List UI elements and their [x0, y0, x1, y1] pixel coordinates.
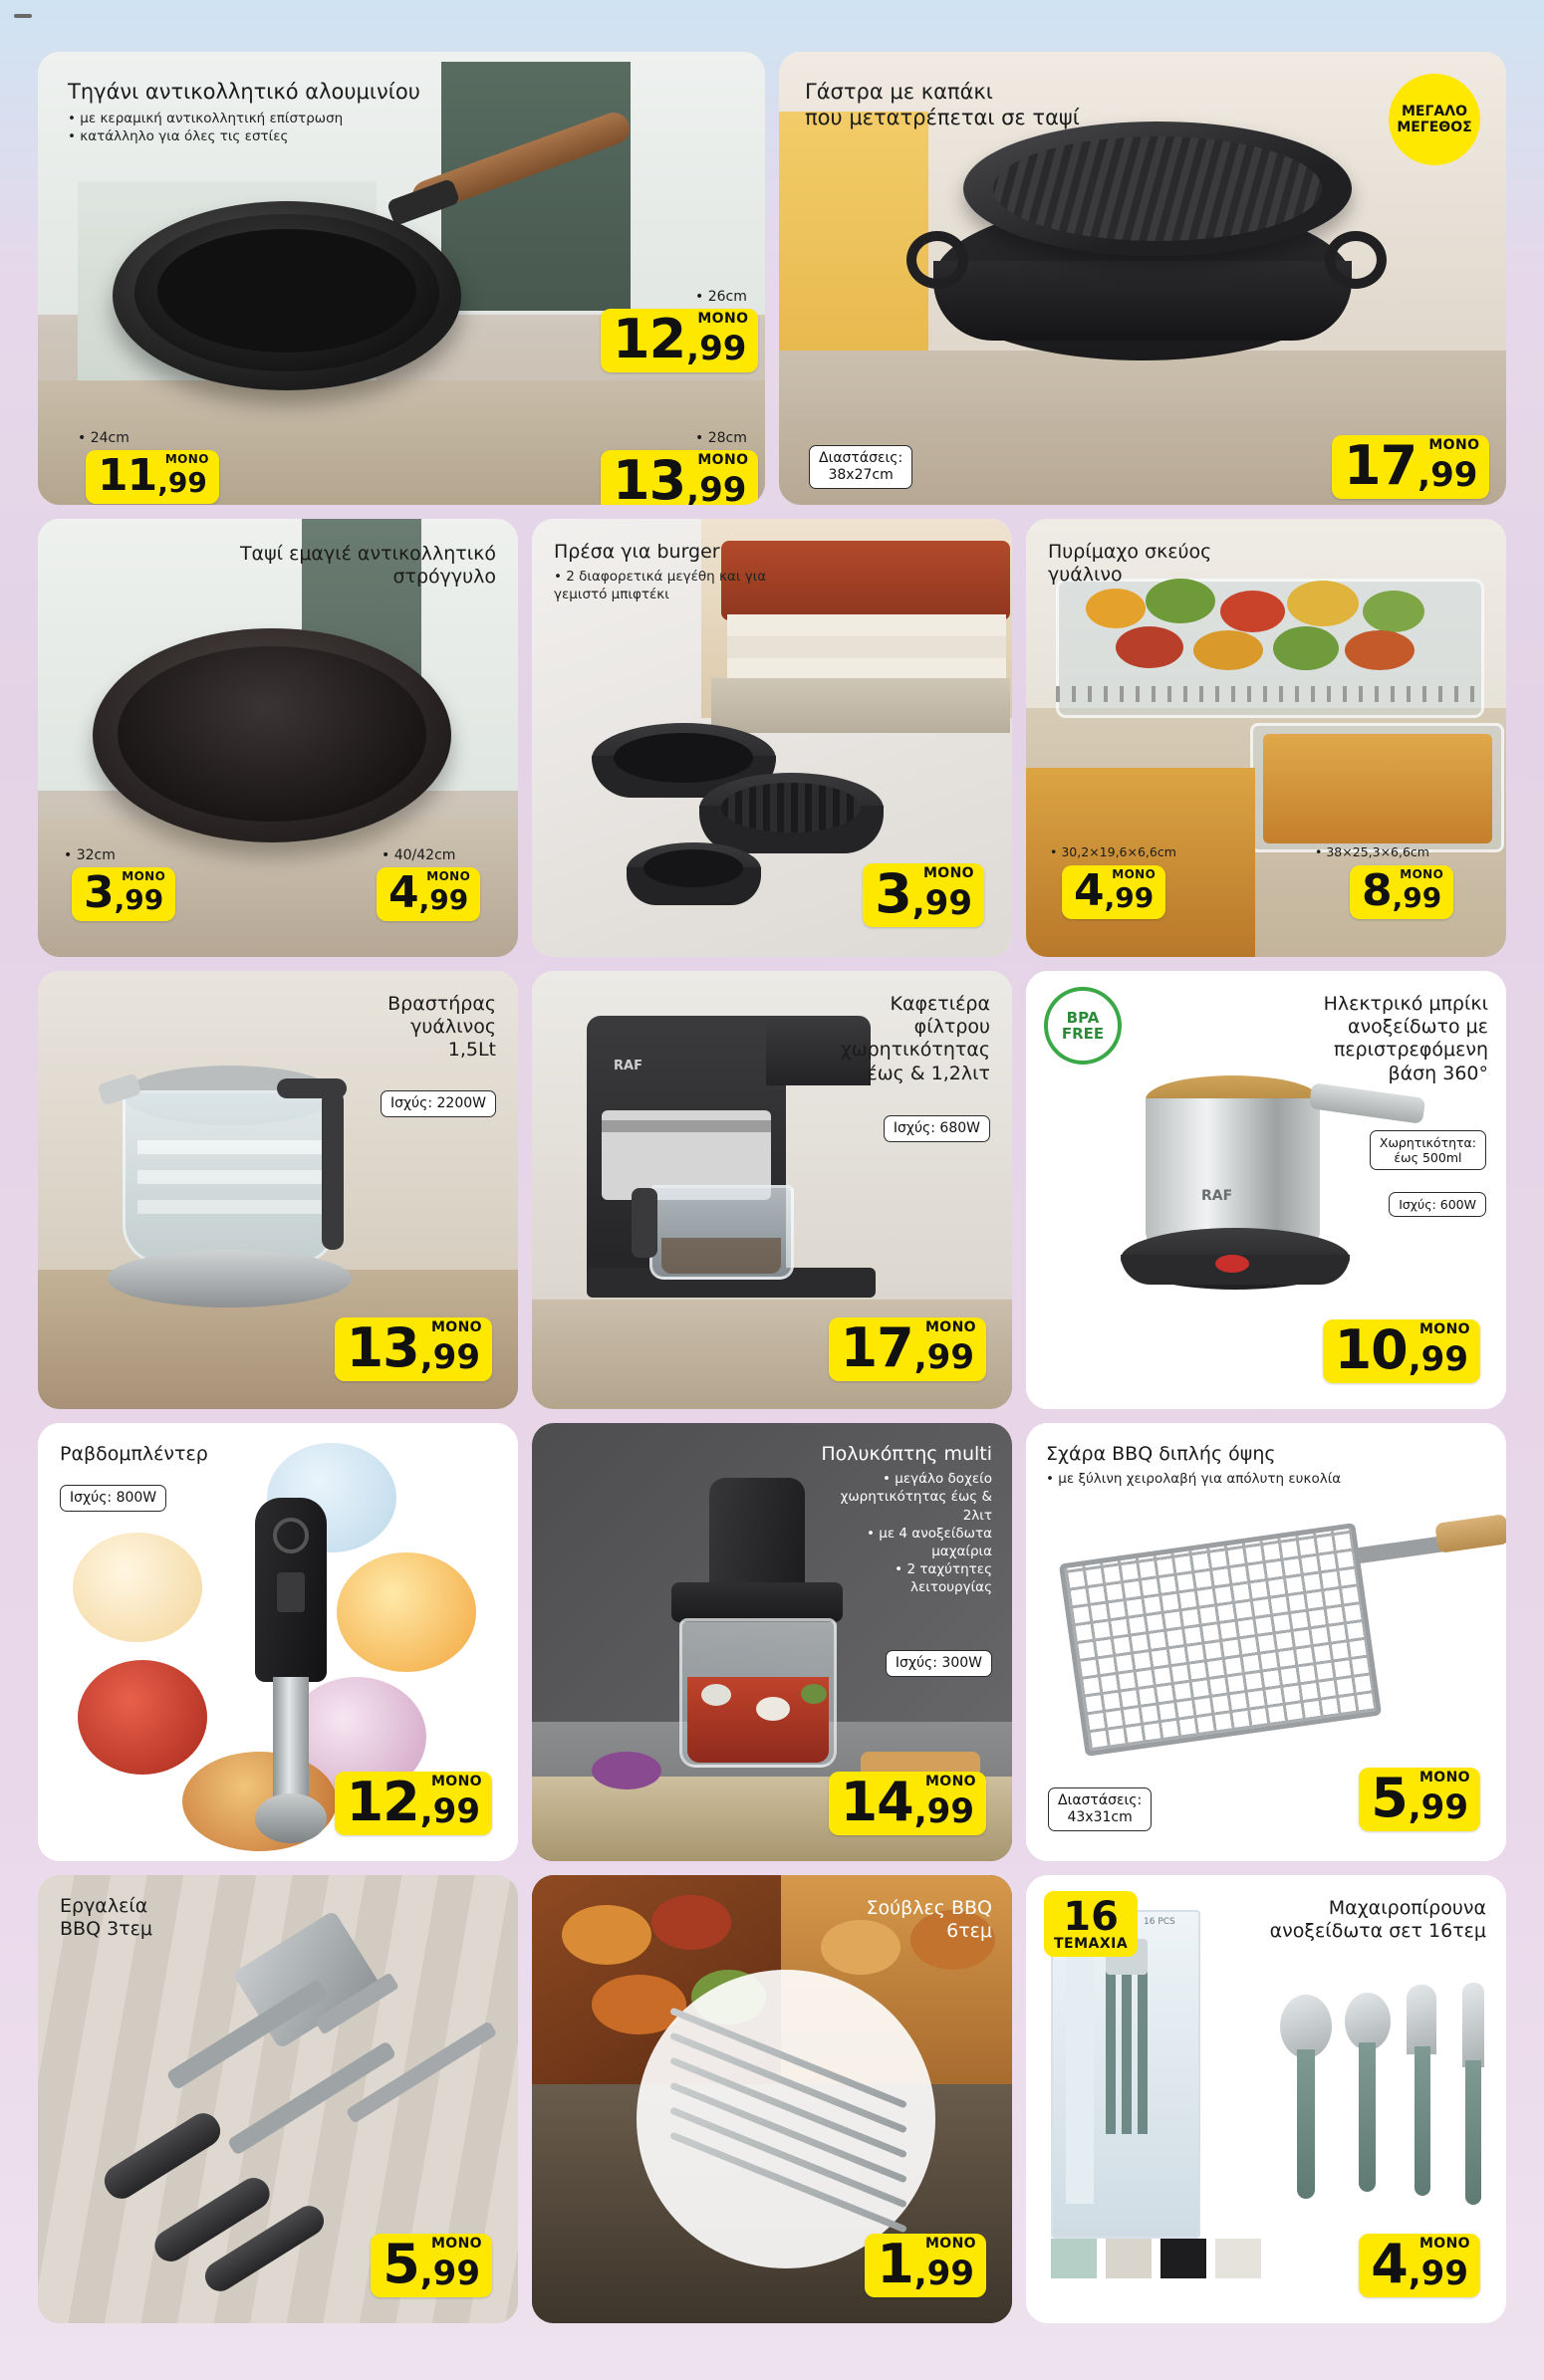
coffee-maker-title-line2: φίλτρου — [913, 1016, 990, 1039]
glass-ovenware-price-1: MONO 4 ,99 — [1062, 865, 1165, 919]
product-card-electric-briki[interactable] — [1026, 971, 1506, 1409]
bbq-grill-basket-dimensions-spec: Διαστάσεις: 43x31cm — [1048, 1787, 1152, 1831]
frying-pan-size-24: • 24cm — [78, 430, 129, 446]
burger-press-title: Πρέσα για burger — [554, 541, 720, 563]
bbq-skewers-price: MONO 1 ,99 — [865, 2234, 986, 2297]
kettle-title-line3: 1,5Lt — [447, 1039, 496, 1062]
frying-pan-size-28: • 28cm — [695, 430, 747, 446]
glass-ovenware-size-2: • 38×25,3×6,6cm — [1315, 844, 1429, 859]
multi-chopper-bullets: • μεγάλο δοχείο χωρητικότητας έως & 2λιτ • με 4 ανοξείδωτα μαχαίρια • 2 ταχύτητες λειτουργίας — [833, 1470, 992, 1597]
kettle-title-line1: Βραστήρας — [387, 993, 496, 1015]
product-card-cutlery-set[interactable] — [1026, 1875, 1506, 2323]
burger-press-text — [554, 541, 788, 604]
multi-chopper-price: MONO 14 ,99 — [829, 1772, 986, 1835]
electric-briki-text — [1324, 993, 1488, 1085]
frying-pan-title: Τηγάνι αντικολλητικό αλουμινίου — [68, 80, 420, 104]
bbq-tools-text — [60, 1895, 152, 1941]
roaster-size-badge: ΜΕΓΑΛΟ ΜΕΓΕΘΟΣ — [1389, 74, 1480, 165]
kettle-power-spec: Ισχύς: 2200W — [381, 1090, 496, 1117]
coffee-maker-title-line1: Καφετιέρα — [890, 993, 990, 1015]
enamel-tray-price-32: MONO 3 ,99 — [72, 867, 175, 921]
cutlery-set-title-line2: ανοξείδωτα σετ 16τεμ — [1269, 1920, 1486, 1943]
frying-pan-price-28: MONO 13 ,99 — [601, 450, 758, 505]
hand-blender-text — [60, 1443, 208, 1466]
coffee-maker-title-line3: χωρητικότητας — [840, 1039, 990, 1062]
glass-ovenware-title-line1: Πυρίμαχο σκεύος — [1048, 541, 1212, 563]
enamel-tray-title-line2: στρόγγυλο — [392, 566, 496, 589]
product-card-glass-ovenware[interactable] — [1026, 519, 1506, 957]
glass-ovenware-price-2: MONO 8 ,99 — [1350, 865, 1453, 919]
cutlery-set-pieces-badge: 16 ΤΕΜΑΧΙΑ — [1044, 1891, 1138, 1957]
coffee-maker-title-line4: έως & 1,2λιτ — [867, 1062, 990, 1084]
row-1 — [38, 52, 1506, 505]
row-4 — [38, 1423, 1506, 1861]
enamel-tray-title-line1: Ταψί εμαγιέ αντικολλητικό — [239, 543, 496, 565]
bbq-skewers-title-line1: Σούβλες BBQ — [866, 1897, 992, 1919]
frying-pan-price-26: MONO 12 ,99 — [601, 309, 758, 372]
row-3 — [38, 971, 1506, 1409]
multi-chopper-text — [821, 1443, 992, 1597]
product-card-bbq-tools[interactable] — [38, 1875, 518, 2323]
electric-briki-price: MONO 10 ,99 — [1323, 1319, 1480, 1383]
bbq-skewers-text — [867, 1897, 992, 1943]
coffee-maker-photo: RAF — [532, 971, 1012, 1409]
glass-ovenware-size-1: • 30,2×19,6×6,6cm — [1050, 844, 1176, 859]
bbq-tools-title-line1: Εργαλεία — [60, 1895, 148, 1917]
glass-ovenware-text — [1048, 541, 1211, 587]
electric-briki-title-line4: βάση 360° — [1388, 1062, 1488, 1084]
enamel-tray-price-4042: MONO 4 ,99 — [377, 867, 480, 921]
page-corner-mark — [14, 14, 32, 18]
roaster-price: MONO 17 ,99 — [1332, 435, 1489, 499]
hand-blender-power-spec: Ισχύς: 800W — [60, 1485, 166, 1512]
burger-press-price: MONO 3 ,99 — [863, 863, 984, 927]
cutlery-set-text — [1270, 1897, 1486, 1943]
row-2 — [38, 519, 1506, 957]
multi-chopper-title: Πολυκόπτης multi — [821, 1443, 992, 1465]
bbq-tools-title-line2: BBQ 3τεμ — [60, 1918, 152, 1941]
roaster-dimensions-spec: Διαστάσεις: 38x27cm — [809, 445, 912, 489]
electric-briki-title-line2: ανοξείδωτο με — [1347, 1016, 1488, 1039]
kettle-text — [387, 993, 496, 1063]
kettle-price: MONO 13 ,99 — [335, 1317, 492, 1381]
product-card-bbq-skewers[interactable] — [532, 1875, 1012, 2323]
cutlery-set-title-line1: Μαχαιροπίρουνα — [1328, 1897, 1486, 1919]
coffee-maker-price: MONO 17 ,99 — [829, 1317, 986, 1381]
kettle-title-line2: γυάλινος — [410, 1016, 496, 1039]
frying-pan-price-24: MONO 11 ,99 — [86, 450, 219, 504]
enamel-tray-size-32: • 32cm — [64, 847, 116, 863]
glass-ovenware-title-line2: γυάλινο — [1048, 564, 1123, 587]
enamel-tray-size-4042: • 40/42cm — [382, 847, 455, 863]
multi-chopper-power-spec: Ισχύς: 300W — [886, 1650, 992, 1677]
enamel-tray-text — [240, 543, 496, 589]
roaster-title-line1: Γάστρα με καπάκι — [805, 80, 993, 104]
product-card-bbq-grill-basket[interactable] — [1026, 1423, 1506, 1861]
frying-pan-bullets: • με κεραμική αντικολλητική επίστρωση • κατάλληλο για όλες τις εστίες — [68, 110, 420, 145]
roaster-text — [805, 80, 1080, 130]
product-card-roaster[interactable] — [779, 52, 1506, 505]
bbq-grill-basket-price: MONO 5 ,99 — [1359, 1768, 1480, 1831]
row-5 — [38, 1875, 1506, 2323]
product-card-multi-chopper[interactable] — [532, 1423, 1012, 1861]
bpa-free-badge-icon: BPA FREE — [1044, 987, 1122, 1065]
bbq-tools-price: MONO 5 ,99 — [371, 2234, 492, 2297]
bbq-grill-basket-title: Σχάρα BBQ διπλής όψης — [1046, 1443, 1276, 1465]
hand-blender-price: MONO 12 ,99 — [335, 1772, 492, 1835]
electric-briki-power-spec: Ισχύς: 600W — [1389, 1192, 1486, 1217]
product-card-coffee-maker[interactable] — [532, 971, 1012, 1409]
product-card-hand-blender[interactable] — [38, 1423, 518, 1861]
roaster-title-line2: που μετατρέπεται σε ταψί — [805, 105, 1080, 129]
product-card-burger-press[interactable] — [532, 519, 1012, 957]
product-card-enamel-tray[interactable] — [38, 519, 518, 957]
electric-briki-title-line1: Ηλεκτρικό μπρίκι — [1323, 993, 1488, 1015]
hand-blender-title: Ραβδομπλέντερ — [60, 1443, 208, 1465]
frying-pan-size-26: • 26cm — [695, 289, 747, 305]
bbq-skewers-title-line2: 6τεμ — [946, 1920, 992, 1943]
cutlery-set-price: MONO 4 ,99 — [1359, 2234, 1480, 2297]
cutlery-set-photo: 16 PCS — [1026, 1875, 1506, 2323]
coffee-maker-power-spec: Ισχύς: 680W — [884, 1115, 990, 1142]
electric-briki-photo: RAF — [1026, 971, 1506, 1409]
burger-press-bullets: • 2 διαφορετικά μεγέθη και για γεμιστό μπιφτέκι — [554, 568, 788, 603]
coffee-maker-text — [841, 993, 990, 1085]
product-card-frying-pan[interactable] — [38, 52, 765, 505]
bbq-grill-basket-text — [1046, 1443, 1341, 1488]
electric-briki-title-line3: περιστρεφόμενη — [1333, 1039, 1488, 1062]
frying-pan-text — [68, 80, 420, 145]
electric-briki-capacity-spec: Χωρητικότητα: έως 500ml — [1370, 1130, 1486, 1170]
bbq-grill-basket-bullets: • με ξύλινη χειρολαβή για απόλυτη ευκολία — [1046, 1470, 1341, 1488]
product-card-kettle[interactable] — [38, 971, 518, 1409]
